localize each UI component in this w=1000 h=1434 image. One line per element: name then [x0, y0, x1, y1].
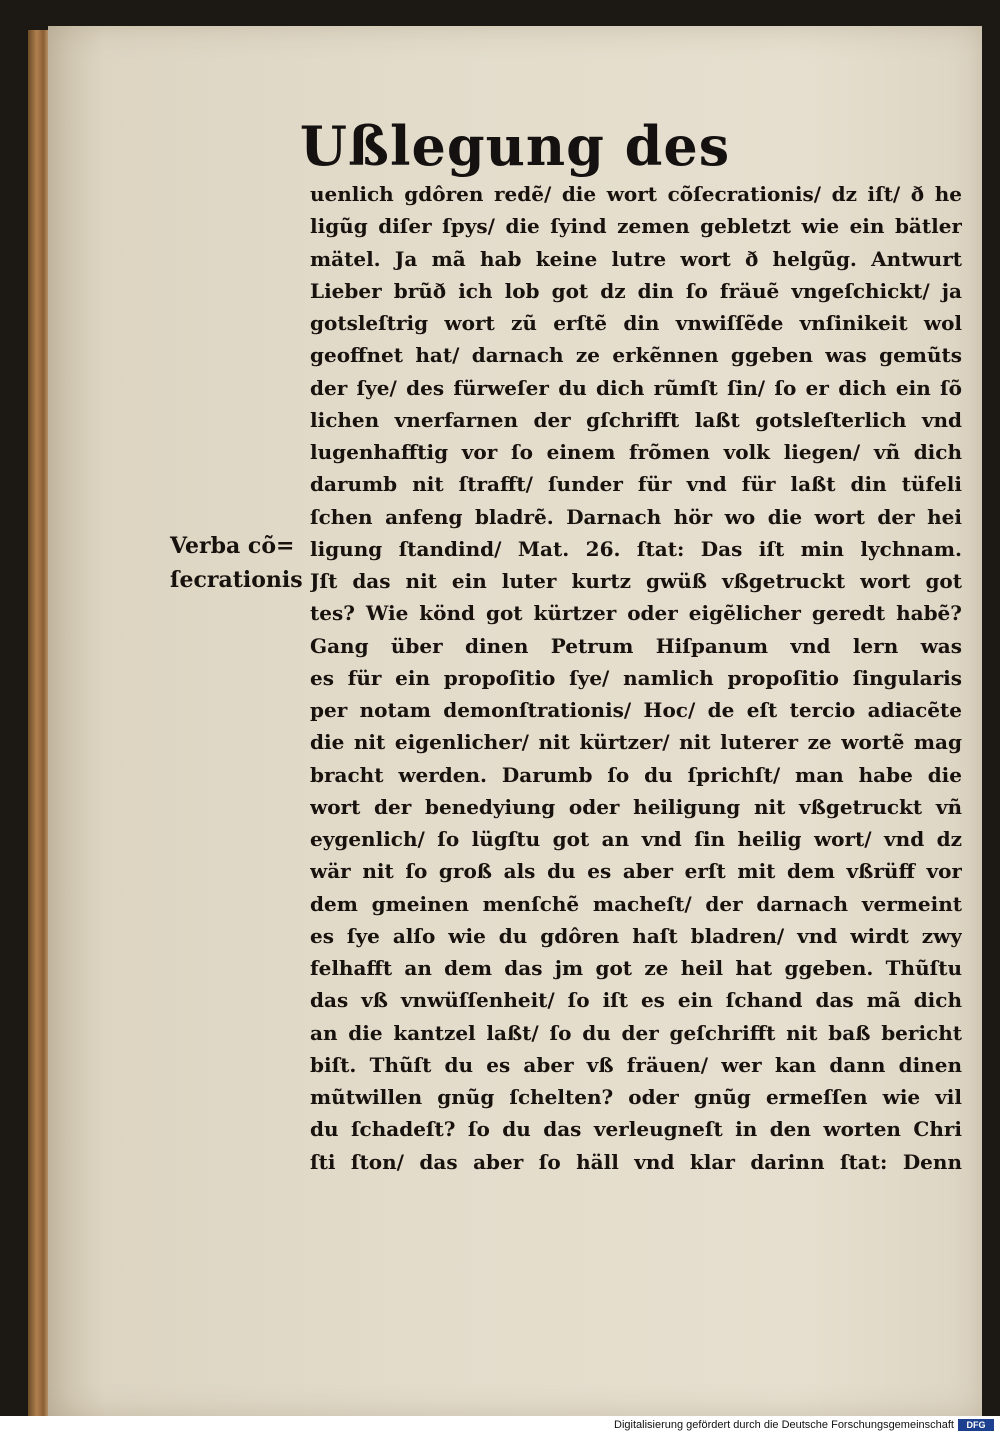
text-line: es für ein propoſitio ſye/ namlich propoſitio ſingularis [310, 665, 962, 690]
text-line: der ſye/ des fürweſer du dich rũmſt ſin/ ſo er dich ein ſõ [310, 375, 962, 400]
text-line: Jſt das nit ein luter kurtz gwüß vßgetruckt wort got [310, 569, 962, 593]
text-line: gotsleſtrig wort zũ erſtẽ din vnwiſſẽde vnſinikeit wol [310, 311, 962, 335]
text-line: Gang über dinen Petrum Hiſpanum vnd lern was [310, 633, 962, 658]
funding-credit: Digitalisierung gefördert durch die Deutsche Forschungsgemeinschaft [614, 1419, 954, 1431]
text-line: darumb nit ſtrafft/ ſunder für vnd für laßt din tüfeli [310, 472, 962, 497]
text-line: du ſchadeſt? ſo du das verleugneſt in den worten Chri [310, 1117, 962, 1142]
text-line: geoffnet hat/ darnach ze erkẽnnen ggeben was gemũts [310, 343, 962, 368]
text-line: lichen vnerfarnen der gſchrifft laßt gotsleſterlich vnd [310, 407, 962, 432]
text-line: wort der benedyiung oder heiligung nit vßgetruckt vñ [310, 794, 962, 819]
margin-note-line: ſecrationis [170, 567, 303, 593]
text-line: die nit eigenlicher/ nit kürtzer/ nit luterer ze wortẽ mag [310, 730, 962, 755]
text-line: ligung ſtandind/ Mat. 26. ſtat: Das iſt min lychnam. [310, 536, 962, 561]
book-page [48, 26, 982, 1416]
text-line: wär nit ſo groß als du es aber erſt mit dem vßrüff vor [310, 859, 962, 884]
text-line: biſt. Thũſt du es aber vß fräuen/ wer kan dann dinen [310, 1052, 962, 1077]
text-line: dem gmeinen menſchẽ macheſt/ der darnach vermeint [310, 891, 962, 916]
body-text [310, 178, 962, 1178]
text-line: per notam demonſtrationis/ Hoc/ de eſt tercio adiacẽte [310, 698, 962, 722]
text-line: ſti ſton/ das aber ſo häll vnd klar darinn ſtat: Denn [310, 1149, 962, 1174]
text-line: ſchen anfeng bladrẽ. Darnach hör wo die wort der hei [310, 504, 962, 529]
dfg-logo-icon: DFG [958, 1419, 994, 1431]
footer-bar [0, 1416, 1000, 1434]
text-line: lugenhafftig vor ſo einem frõmen volk liegen/ vñ dich [310, 440, 962, 464]
text-line: felhafft an dem das jm got ze heil hat ggeben. Thũſtu [310, 956, 962, 980]
text-line: uenlich gdôren redẽ/ die wort cõſecrationis/ dz iſt/ ð he [310, 182, 962, 206]
text-line: tes? Wie könd got kürtzer oder eigẽlicher geredt habẽ? [310, 601, 962, 626]
text-line: bracht werden. Darumb ſo du ſprichſt/ man habe die [310, 762, 962, 787]
text-line: das vß vnwüſſenheit/ ſo iſt es ein ſchand das mã dich [310, 988, 962, 1013]
text-line: ligũg diſer ſpys/ die ſyind zemen gebletzt wie ein bätler [310, 214, 962, 239]
text-line: an die kantzel laßt/ ſo du der geſchrifft nit baß bericht [310, 1020, 962, 1045]
text-line: mätel. Ja mã hab keine lutre wort ð helgũg. Antwurt [310, 246, 962, 271]
book-spine [28, 30, 50, 1416]
running-title: Ußlegung des [299, 114, 731, 178]
text-line: mũtwillen gnũg ſchelten? oder gnũg ermeſſen wie vil [310, 1085, 962, 1109]
text-line: es ſye alſo wie du gdôren haſt bladren/ vnd wirdt zwy [310, 923, 962, 948]
margin-note-line: Verba cõ= [170, 533, 295, 559]
text-line: Lieber brũð ich lob got dz din ſo fräuẽ vngeſchickt/ ja [310, 278, 962, 303]
text-line: eygenlich/ ſo lügſtu got an vnd ſin heilig wort/ vnd dz [310, 827, 962, 851]
